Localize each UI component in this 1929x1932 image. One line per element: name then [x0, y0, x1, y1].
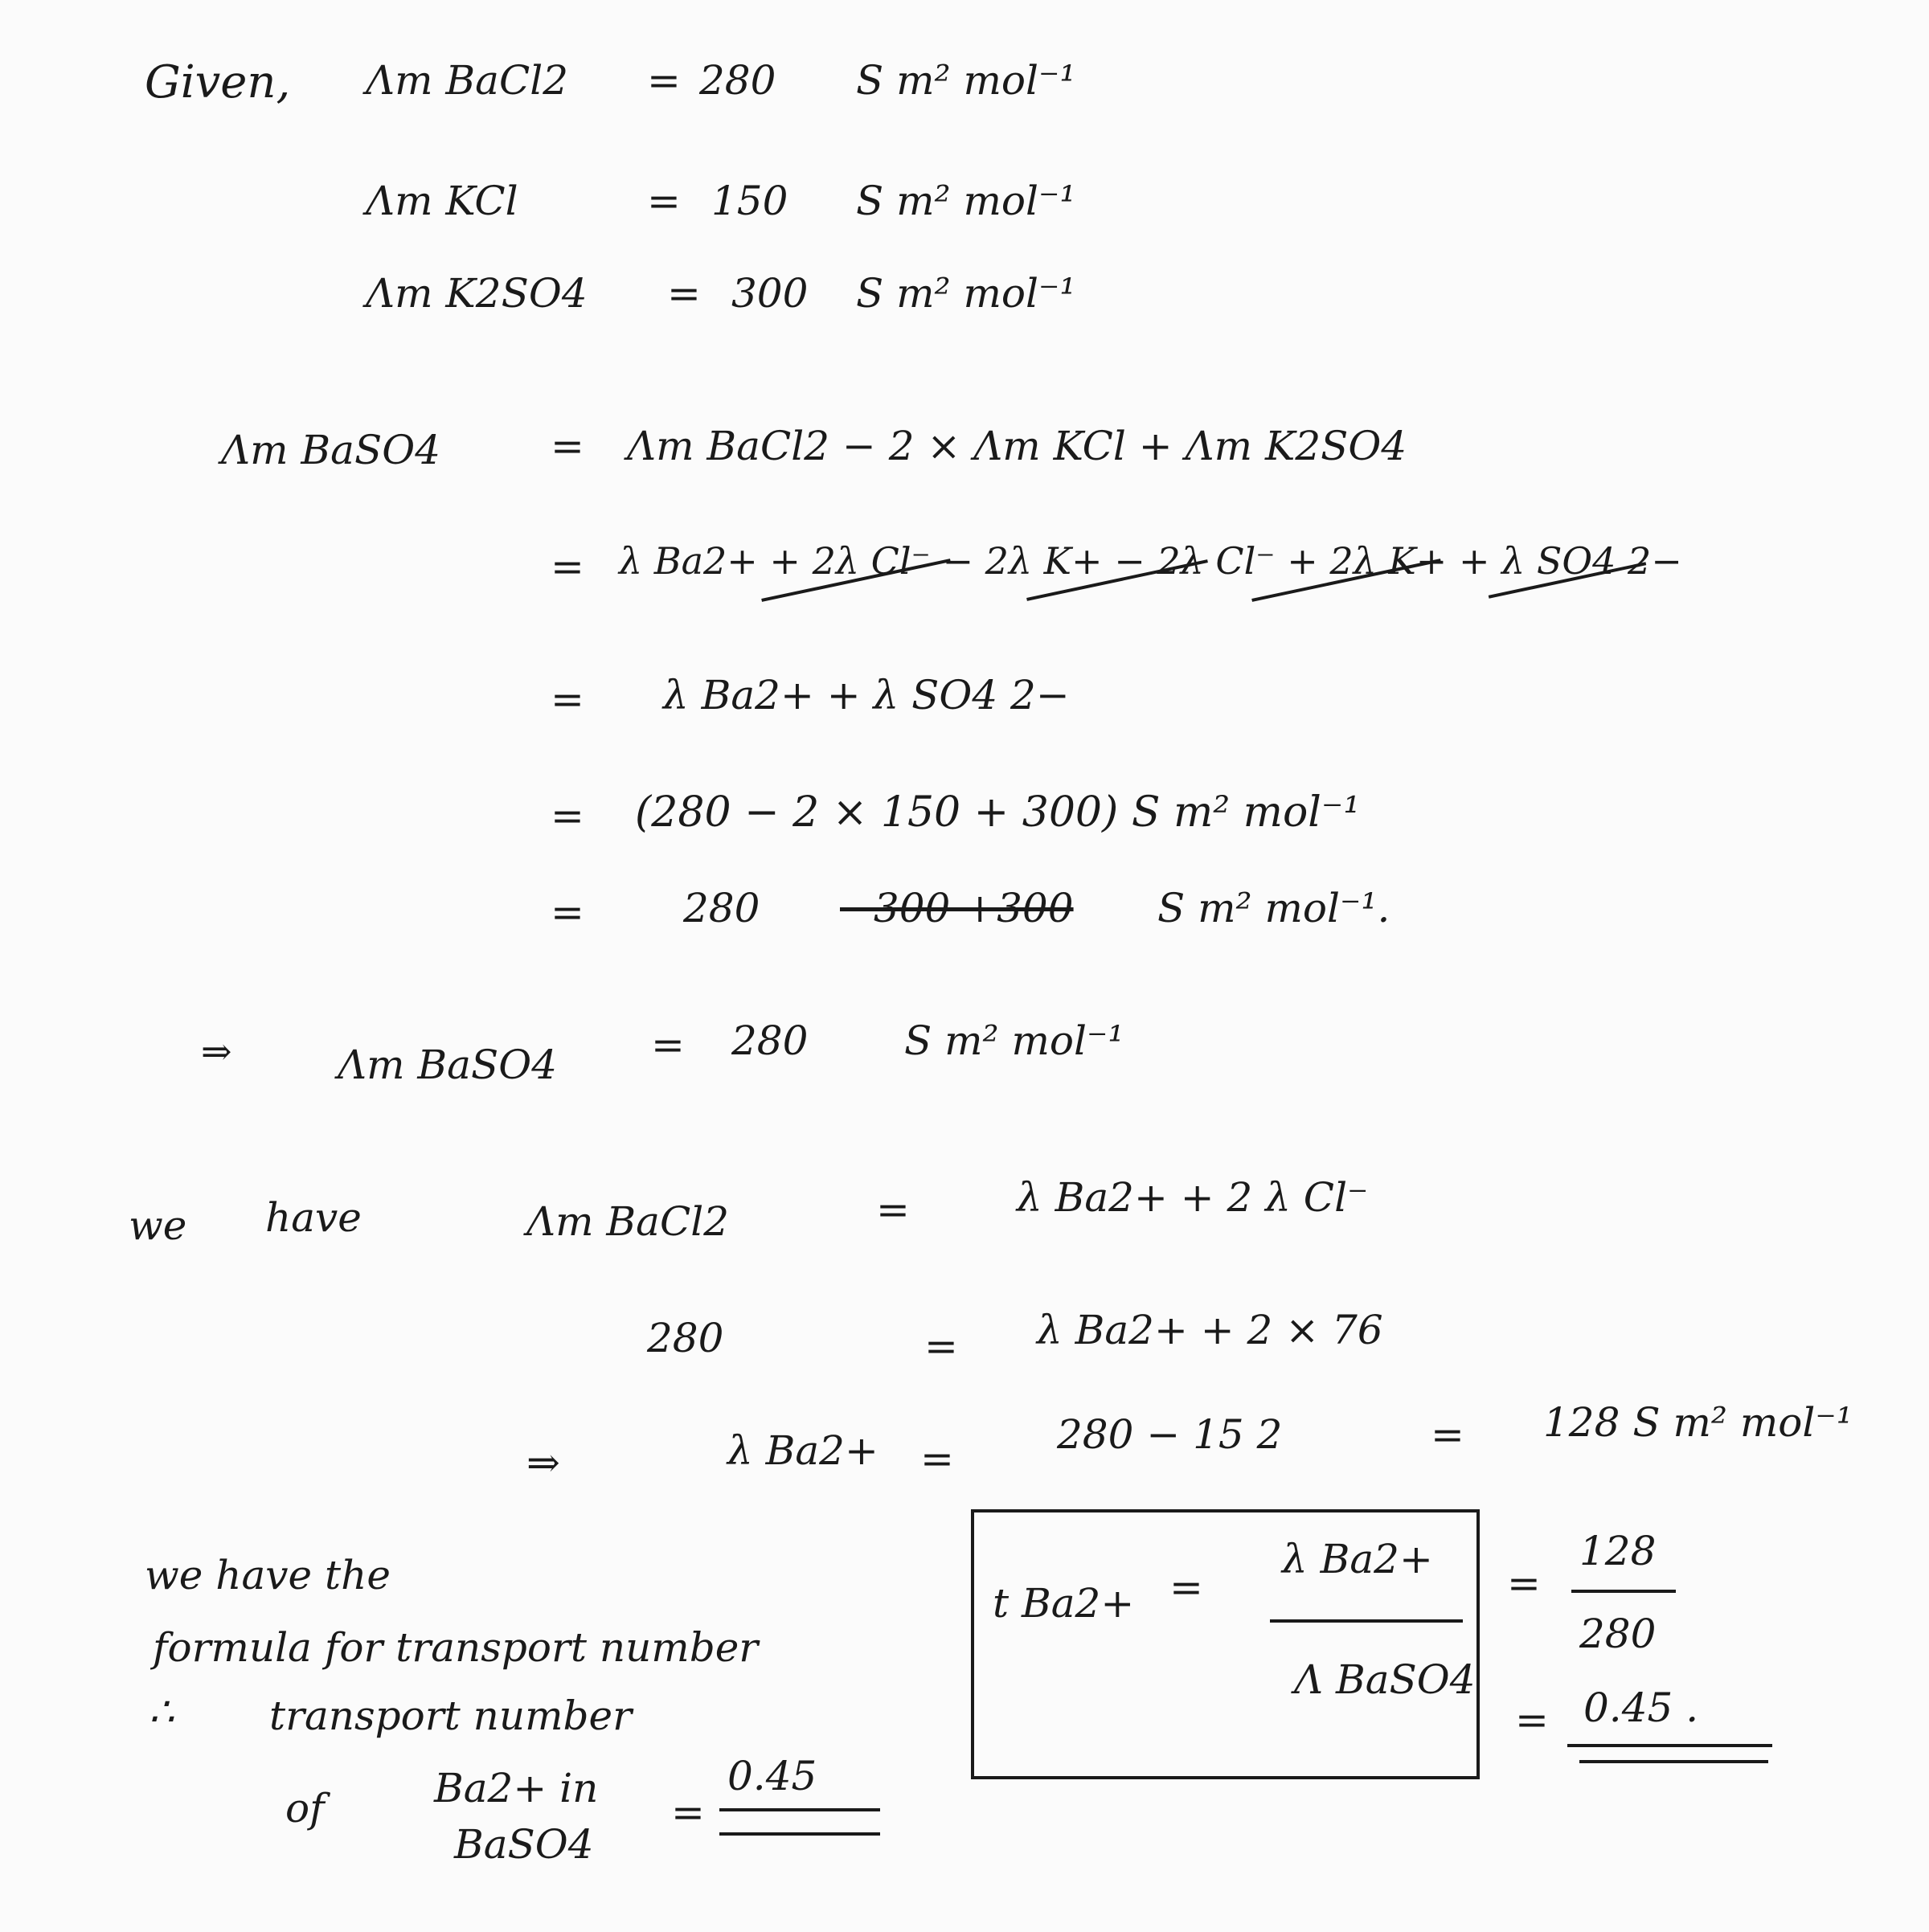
double-underline	[719, 1808, 880, 1811]
equals-sign: =	[551, 543, 584, 590]
result-value: 280	[731, 1017, 809, 1064]
equals-sign: =	[551, 792, 584, 839]
given-bacl2-value: 280	[699, 57, 776, 104]
we-word: we	[129, 1202, 187, 1249]
given-k2so4-label: Λm K2SO4	[366, 270, 588, 317]
fraction-bar	[1571, 1590, 1676, 1593]
derivation-step1: Λm BaCl2 − 2 × Λm KCl + Λm K2SO4	[627, 423, 1407, 469]
equals-sign: =	[1507, 1560, 1541, 1607]
equals-sign: =	[667, 270, 701, 317]
derivation-step2: λ Ba2+ + 2λ Cl⁻ − 2λ K+ − 2λ Cl⁻ + 2λ K+ + λ SO4 2−	[619, 539, 1682, 583]
given-label: Given,	[145, 56, 291, 108]
equals-sign: =	[671, 1789, 705, 1836]
double-underline	[1567, 1744, 1772, 1747]
conclusion-of: of	[285, 1785, 325, 1832]
derivation-step5-unit: S m² mol⁻¹.	[1157, 885, 1390, 931]
fraction-denominator: 280	[1579, 1611, 1657, 1657]
derivation-lhs: Λm BaSO4	[221, 427, 441, 473]
equals-sign: =	[924, 1323, 958, 1369]
derivation-step5-struck: −300 +300	[840, 885, 1074, 931]
given-k2so4-value: 300	[731, 270, 809, 317]
equals-sign: =	[651, 1021, 685, 1068]
derivation-step5-value: 280	[683, 885, 760, 931]
equals-sign: =	[1169, 1564, 1203, 1611]
therefore-symbol: ∴	[149, 1688, 174, 1735]
equals-sign: =	[647, 178, 681, 224]
line2-lhs: 280	[647, 1315, 724, 1361]
second-lhs: Λm BaCl2	[526, 1198, 730, 1245]
line3-lhs: λ Ba2+	[727, 1427, 878, 1474]
double-underline	[719, 1832, 880, 1836]
equals-sign: =	[1431, 1411, 1464, 1458]
line2-rhs: λ Ba2+ + 2 × 76	[1037, 1307, 1383, 1353]
equals-sign: =	[551, 423, 584, 469]
implies-arrow: ⇒	[201, 1029, 232, 1073]
given-kcl-label: Λm KCl	[366, 178, 518, 224]
conclusion-value: 0.45	[727, 1753, 817, 1799]
fraction-bar	[1270, 1619, 1463, 1623]
given-bacl2-unit: S m² mol⁻¹	[856, 57, 1076, 104]
formula-numerator: λ Ba2+	[1282, 1536, 1433, 1582]
equals-sign: =	[876, 1186, 910, 1233]
formula-lhs: t Ba2+	[993, 1580, 1135, 1627]
given-k2so4-unit: S m² mol⁻¹	[856, 270, 1076, 317]
final-answer: 0.45 .	[1583, 1684, 1699, 1731]
conclusion-ion: Ba2+ in	[434, 1765, 599, 1811]
equals-sign: =	[551, 676, 584, 722]
double-underline	[1579, 1760, 1768, 1763]
conclusion-line1: transport number	[269, 1693, 632, 1739]
fraction-numerator: 128	[1579, 1528, 1657, 1574]
result-lhs: Λm BaSO4	[338, 1042, 558, 1088]
implies-arrow: ⇒	[526, 1439, 560, 1486]
equals-sign: =	[647, 57, 681, 104]
given-bacl2-label: Λm BaCl2	[366, 57, 569, 104]
equals-sign: =	[1515, 1697, 1549, 1743]
derivation-step4: (280 − 2 × 150 + 300) S m² mol⁻¹	[635, 788, 1361, 837]
line3-mid: 280 − 15 2	[1057, 1411, 1283, 1458]
equals-sign: =	[920, 1435, 954, 1482]
result-unit: S m² mol⁻¹	[904, 1017, 1124, 1064]
transport-intro-line1: we have the	[145, 1552, 391, 1598]
equals-sign: =	[551, 889, 584, 935]
derivation-step3: λ Ba2+ + λ SO4 2−	[663, 672, 1070, 718]
have-word: have	[265, 1194, 362, 1241]
second-rhs: λ Ba2+ + 2 λ Cl⁻	[1017, 1174, 1369, 1221]
given-kcl-value: 150	[711, 178, 788, 224]
transport-intro-line2: formula for transport number	[153, 1624, 759, 1671]
formula-denominator: Λ BaSO4	[1294, 1656, 1476, 1703]
line3-rhs: 128 S m² mol⁻¹	[1543, 1399, 1853, 1446]
given-kcl-unit: S m² mol⁻¹	[856, 178, 1076, 224]
conclusion-salt: BaSO4	[454, 1821, 594, 1868]
